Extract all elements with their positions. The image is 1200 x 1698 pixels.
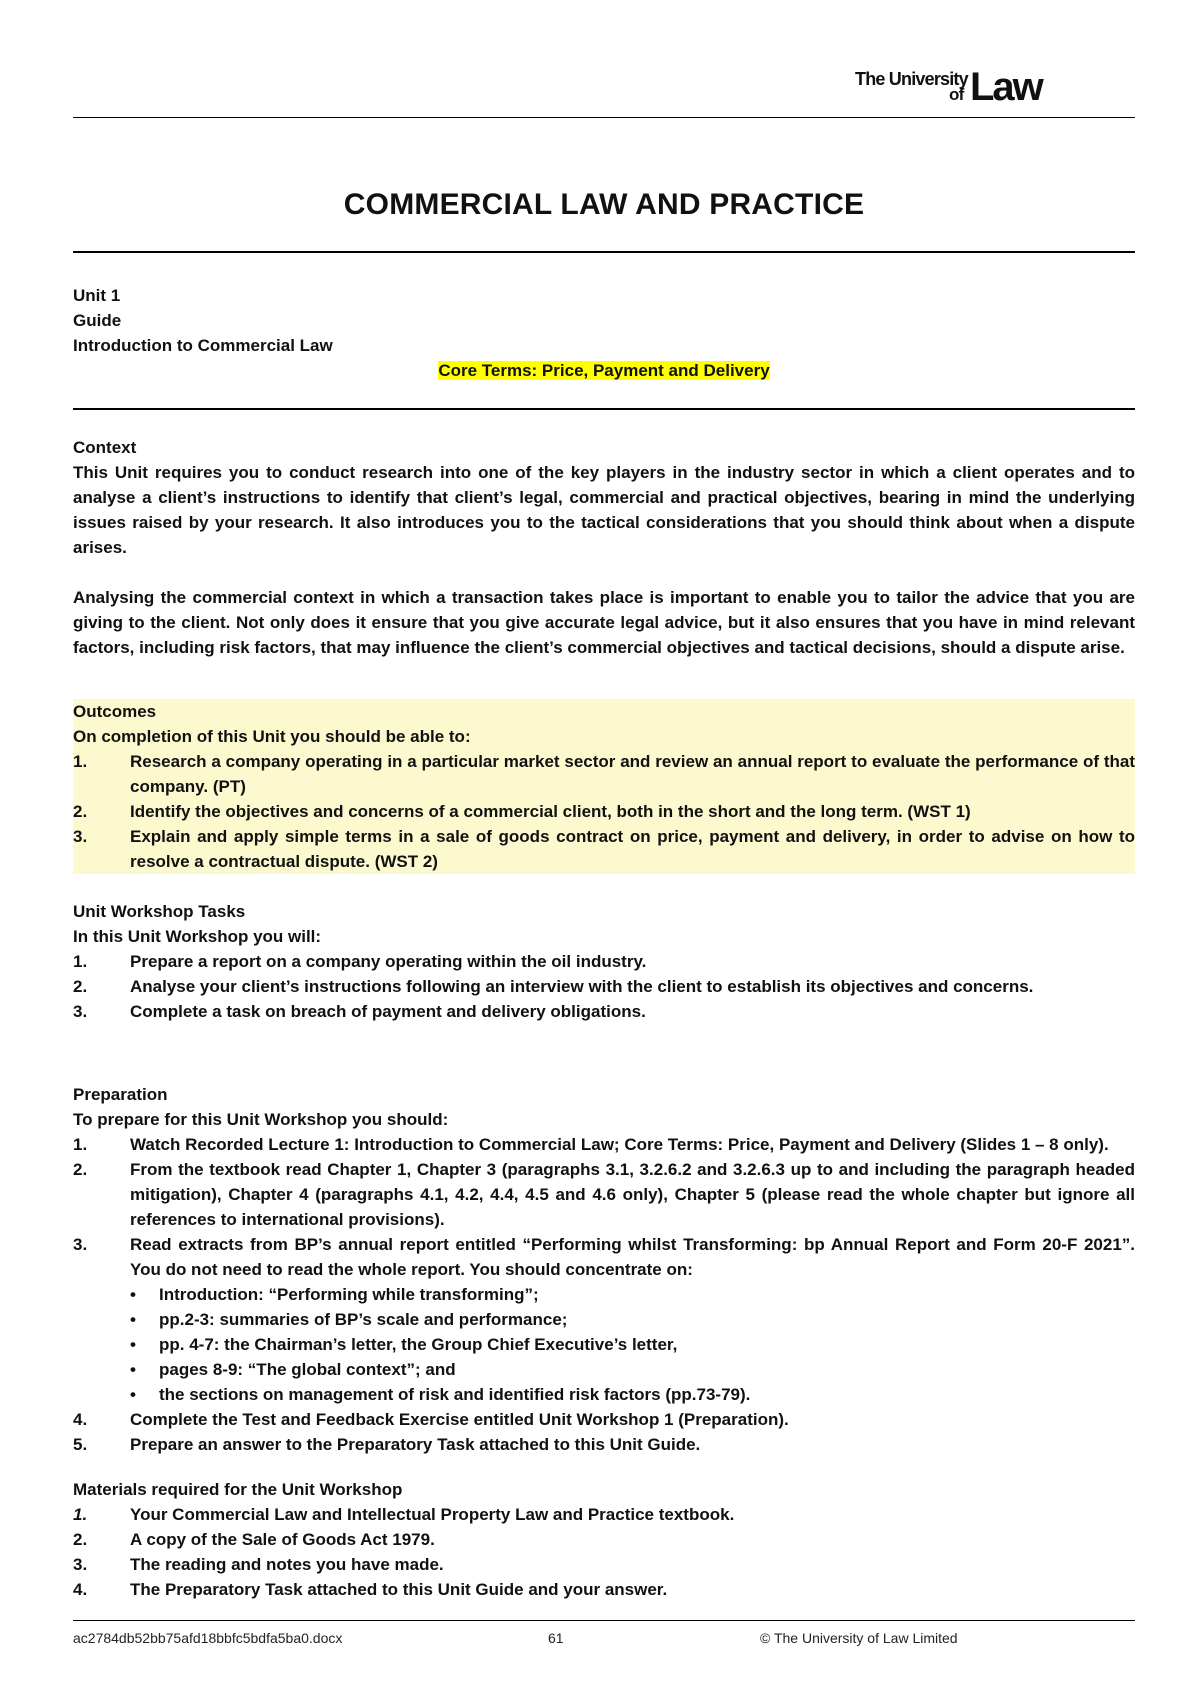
preparation-bullets (73, 1282, 1135, 1407)
footer-copyright: © The University of Law Limited (760, 1630, 958, 1646)
list-text: Complete a task on breach of payment and delivery obligations. (130, 1002, 646, 1021)
list-number: 3. (73, 1235, 88, 1254)
list-text: Analyse your client’s instructions following an interview with the client to establish its objectives and concerns. (130, 977, 1034, 996)
tasks-section (73, 899, 1135, 1024)
list-item (73, 1232, 1135, 1282)
outcomes-heading: Outcomes (73, 702, 157, 721)
footer-filename: ac2784db52bb75afd18bbfc5bdfa5ba0.docx (73, 1630, 343, 1646)
context-section (73, 435, 1135, 660)
list-number: 3. (73, 1555, 88, 1574)
list-item (73, 1502, 1135, 1527)
tasks-intro: In this Unit Workshop you will: (73, 927, 322, 946)
header-rule (73, 117, 1135, 118)
list-text: Explain and apply simple terms in a sale of goods contract on price, payment and delivery, in order to advise on how to resolve a contractual dispute. (WST 2) (130, 827, 1135, 871)
list-text: Research a company operating in a particular market sector and review an annual report to evaluate the performance of that company. (PT) (130, 752, 1135, 796)
bullet-item: • pp.2-3: summaries of BP’s scale and performance; (130, 1307, 1135, 1332)
list-text: Prepare a report on a company operating within the oil industry. (130, 952, 647, 971)
list-item (73, 749, 1135, 799)
list-number: 2. (73, 977, 88, 996)
context-paragraph-1: This Unit requires you to conduct research into one of the key players in the industry sector in which a client operates and to analyse a client’s instructions to identify that client’s legal, commercial and practical objectives, bearing in mind the underlying issues raised by your research. It also introduces you to the tactical considerations that you should think about when a dispute arises. (73, 463, 1135, 557)
context-heading: Context (73, 438, 137, 457)
list-number: 1. (73, 752, 88, 771)
main-content (73, 435, 1135, 1602)
tasks-heading: Unit Workshop Tasks (73, 902, 246, 921)
list-text: From the textbook read Chapter 1, Chapter 3 (paragraphs 3.1, 3.2.6.2 and 3.2.6.3 up to and including the paragraph headed mitigation), Chapter 4 (paragraphs 4.1, 4.2, 4.4, 4.5 and 4.6 only), Chapter 5 (please read the whole chapter but ignore all references to international provisions). (130, 1160, 1135, 1229)
unit-subtopic: Core Terms: Price, Payment and Delivery (438, 361, 770, 380)
list-number: 4. (73, 1580, 88, 1599)
preparation-section (73, 1082, 1135, 1457)
list-item (73, 974, 1135, 999)
list-text: Read extracts from BP’s annual report entitled “Performing whilst Transforming: bp Annual Report and Form 20-F 2021”. You do not need to read the whole report. You should concentrate on: (130, 1235, 1135, 1279)
preparation-list-continued (73, 1407, 1135, 1457)
logo-line-3: Law (970, 65, 1042, 109)
bullet-item: • the sections on management of risk and identified risk factors (pp.73-79). (130, 1382, 1135, 1407)
outcomes-section (73, 699, 1135, 874)
header-bottom-rule (73, 408, 1135, 410)
list-text: Watch Recorded Lecture 1: Introduction to Commercial Law; Core Terms: Price, Payment and Delivery (Slides 1 – 8 only). (130, 1135, 1109, 1154)
list-item (73, 824, 1135, 874)
university-logo (855, 64, 1070, 108)
list-item (73, 1407, 1135, 1432)
list-text: Prepare an answer to the Preparatory Task attached to this Unit Guide. (130, 1435, 701, 1454)
list-item (73, 1432, 1135, 1457)
list-text: The Preparatory Task attached to this Unit Guide and your answer. (130, 1580, 668, 1599)
list-number: 1. (73, 1505, 88, 1524)
list-item (73, 1132, 1135, 1157)
preparation-list (73, 1132, 1135, 1282)
list-item (73, 1552, 1135, 1577)
list-number: 5. (73, 1435, 88, 1454)
bullet-item: • Introduction: “Performing while transforming”; (130, 1282, 1135, 1307)
outcomes-list (73, 749, 1135, 874)
list-number: 2. (73, 802, 88, 821)
list-text: The reading and notes you have made. (130, 1555, 444, 1574)
unit-header (73, 283, 1135, 383)
unit-topic: Introduction to Commercial Law (73, 336, 333, 355)
title-rule (73, 251, 1135, 253)
list-number: 3. (73, 1002, 88, 1021)
list-item (73, 999, 1135, 1024)
logo-line-1: The University (855, 69, 968, 89)
list-item (73, 1577, 1135, 1602)
unit-number: Unit 1 (73, 286, 121, 305)
preparation-heading: Preparation (73, 1085, 168, 1104)
preparation-intro: To prepare for this Unit Workshop you should: (73, 1110, 449, 1129)
context-paragraph-2: Analysing the commercial context in which a transaction takes place is important to enable you to tailor the advice that you are giving to the client. Not only does it ensure that you give accurate legal advice, but it also ensures that you have in mind relevant factors, including risk factors, that may influence the client’s commercial objectives and tactical decisions, should a dispute arise. (73, 588, 1135, 657)
list-text: Identify the objectives and concerns of a commercial client, both in the short and the long term. (WST 1) (130, 802, 971, 821)
list-text: Your Commercial Law and Intellectual Property Law and Practice textbook. (130, 1505, 735, 1524)
list-text: A copy of the Sale of Goods Act 1979. (130, 1530, 435, 1549)
materials-heading: Materials required for the Unit Workshop (73, 1480, 403, 1499)
logo-line-2: of (949, 85, 964, 104)
list-number: 2. (73, 1530, 88, 1549)
list-item (73, 949, 1135, 974)
unit-guide-label: Guide (73, 311, 122, 330)
list-number: 3. (73, 827, 88, 846)
footer-rule (73, 1620, 1135, 1621)
list-text: Complete the Test and Feedback Exercise entitled Unit Workshop 1 (Preparation). (130, 1410, 789, 1429)
list-number: 2. (73, 1160, 88, 1179)
list-number: 1. (73, 952, 88, 971)
page-title: COMMERCIAL LAW AND PRACTICE (343, 188, 865, 221)
bullet-item: • pp. 4-7: the Chairman’s letter, the Group Chief Executive’s letter, (130, 1332, 1135, 1357)
list-item (73, 799, 1135, 824)
list-number: 4. (73, 1410, 88, 1429)
tasks-list (73, 949, 1135, 1024)
footer-page-number: 61 (548, 1630, 564, 1646)
list-item (73, 1157, 1135, 1232)
list-number: 1. (73, 1135, 88, 1154)
bullet-item: • pages 8-9: “The global context”; and (130, 1357, 1135, 1382)
materials-section (73, 1477, 1135, 1602)
unit-subtopic-row (73, 358, 1135, 383)
materials-list (73, 1502, 1135, 1602)
outcomes-intro: On completion of this Unit you should be able to: (73, 727, 471, 746)
list-item (73, 1527, 1135, 1552)
